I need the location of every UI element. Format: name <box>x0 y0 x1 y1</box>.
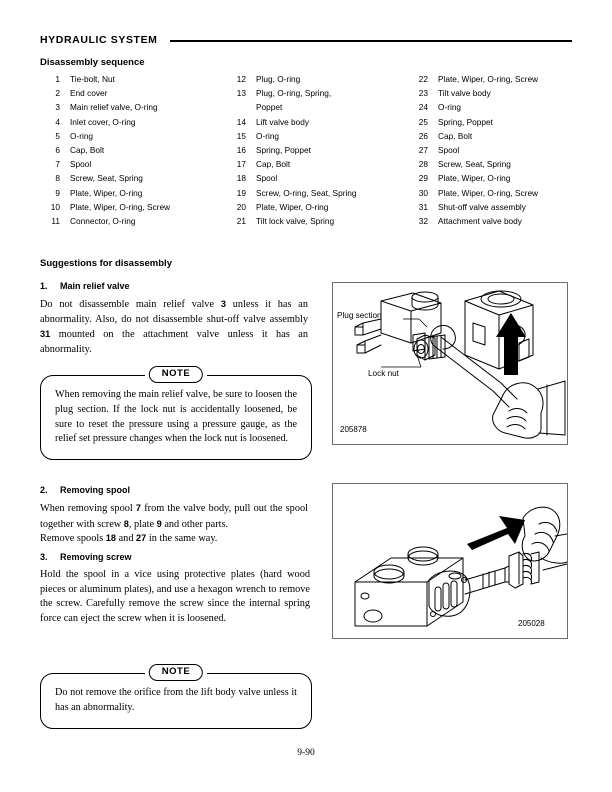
note-box-1 <box>40 366 312 460</box>
part-label-line2: Poppet <box>256 102 283 113</box>
note-body <box>40 673 312 729</box>
part-reference: 7 <box>135 503 142 513</box>
list-item <box>40 143 226 157</box>
part-number: 29 <box>418 173 428 184</box>
part-label: Spool <box>256 173 278 184</box>
part-label: Plate, Wiper, O-ring <box>256 201 329 212</box>
note-text: When removing the main relief valve, be sure to loosen the plug section. If the lock nut is accidentally loosened, be sure to reset the pressure using a pressure gauge, as the relief set pressure changes when the lock nut is loosened. <box>55 389 297 445</box>
suggestions-for-disassembly-heading: Suggestions for disassembly <box>40 258 172 269</box>
part-number: 14 <box>236 116 246 127</box>
part-number: 31 <box>418 201 428 212</box>
part-label: Spool <box>438 145 460 156</box>
parts-column-3 <box>408 72 572 228</box>
list-item <box>408 157 572 171</box>
list-item <box>408 214 572 228</box>
par-text: and other parts. <box>161 518 229 530</box>
part-number: 12 <box>236 74 246 84</box>
spool-removal-drawing <box>333 484 567 638</box>
part-number: 17 <box>236 159 246 170</box>
part-label: Plate, Wiper, O-ring, Screw <box>438 187 539 198</box>
part-number: 21 <box>236 216 246 227</box>
part-number: 27 <box>418 145 428 156</box>
disassembly-sequence-heading: Disassembly sequence <box>40 57 145 68</box>
part-number: 20 <box>236 201 246 212</box>
paragraph-main-relief-valve <box>40 297 308 357</box>
list-item <box>226 86 408 114</box>
part-number: 8 <box>55 173 60 184</box>
page-header <box>40 34 572 46</box>
part-label: Plate, Wiper, O-ring, Screw <box>70 201 171 212</box>
subsection-3-removing-screw <box>40 552 132 562</box>
part-reference: 9 <box>156 518 162 529</box>
part-label <box>246 86 331 114</box>
part-label: O-ring <box>256 130 280 141</box>
part-label: Cap, Bolt <box>256 159 291 170</box>
part-number: 2 <box>55 88 60 99</box>
subsection-1-main-relief-valve <box>40 281 130 291</box>
part-label: Spool <box>70 159 92 170</box>
callout-leader-lines <box>381 319 427 367</box>
paragraph-removing-spool <box>40 501 308 532</box>
part-number: 16 <box>236 145 246 156</box>
list-item <box>40 115 226 129</box>
part-reference: 3 <box>220 299 226 309</box>
paragraph-removing-screw: Hold the spool in a vice using protective plates (hard wood pieces or aluminum plates), and use a hexagon wrench to remove the screw. Carefully remove the screw since the internal spring force can eject the screw when it is loosened. <box>40 569 310 624</box>
list-item <box>408 186 572 200</box>
subsection-title: Main relief valve <box>60 281 130 291</box>
part-label: Plug, O-ring <box>256 74 301 84</box>
list-item <box>226 129 408 143</box>
list-item <box>408 129 572 143</box>
part-number: 1 <box>55 74 60 84</box>
list-item <box>40 129 226 143</box>
part-number: 18 <box>236 173 246 184</box>
list-item <box>226 171 408 185</box>
part-number: 28 <box>418 159 428 170</box>
part-reference: 27 <box>136 533 147 543</box>
direction-arrow-icon <box>496 313 526 375</box>
part-label: Attachment valve body <box>438 216 522 227</box>
par-text: , plate <box>128 518 157 530</box>
part-number: 4 <box>55 116 60 127</box>
part-number: 26 <box>418 130 428 141</box>
par-text: unless it has an abnormality. Also, do not disassemble shut-off valve assembly <box>40 299 308 325</box>
note-text: Do not remove the orifice from the lift body valve unless it has an abnormality. <box>55 687 297 713</box>
list-item <box>226 143 408 157</box>
part-label: Main relief valve, O-ring <box>70 102 158 113</box>
part-label: Inlet cover, O-ring <box>70 116 136 127</box>
valve-wrench-drawing <box>333 283 567 444</box>
part-number: 11 <box>51 216 60 227</box>
part-label: Screw, Seat, Spring <box>438 159 511 170</box>
list-item <box>226 214 408 228</box>
list-item <box>40 86 226 100</box>
part-label: Tilt lock valve, Spring <box>256 216 335 227</box>
illustration-removing-screw <box>332 483 568 639</box>
note-badge: NOTE <box>149 664 203 681</box>
note-badge: NOTE <box>149 366 203 383</box>
part-label: Plate, Wiper, O-ring <box>70 187 143 198</box>
subsection-number: 1. <box>40 281 48 291</box>
par-text: Do not disassemble main relief valve <box>40 299 221 310</box>
paragraph-remove-spools <box>40 531 308 547</box>
list-item <box>226 157 408 171</box>
note-box-2 <box>40 664 312 729</box>
list-item <box>40 200 226 214</box>
list-item <box>408 143 572 157</box>
list-item <box>408 72 572 86</box>
par-text: from the valve body, pull out the spool together with screw <box>40 503 308 530</box>
list-item <box>408 100 572 114</box>
parts-column-1 <box>40 72 226 228</box>
part-label: Cap, Bolt <box>70 145 105 156</box>
part-label: Connector, O-ring <box>70 216 136 227</box>
part-number: 15 <box>236 130 246 141</box>
part-number: 6 <box>55 145 60 156</box>
illustration-main-relief-valve <box>332 282 568 445</box>
part-number: 10 <box>50 201 60 212</box>
par-text: in the same way. <box>146 533 218 544</box>
callout-label-lock-nut: Lock nut <box>368 369 399 378</box>
part-label: Screw, Seat, Spring <box>70 173 143 184</box>
part-label: O-ring <box>438 102 462 113</box>
parts-list <box>40 72 572 228</box>
par-text: When removing spool <box>40 503 136 514</box>
part-reference: 8 <box>123 518 129 529</box>
figure-id-205878: 205878 <box>340 425 367 434</box>
part-label-line1: Plug, O-ring, Spring, <box>256 88 332 99</box>
part-label: Lift valve body <box>256 116 310 127</box>
subsection-number: 3. <box>40 552 48 562</box>
part-label: Tie-bolt, Nut <box>70 74 115 84</box>
part-number: 25 <box>418 116 428 127</box>
part-label: Spring, Poppet <box>256 145 311 156</box>
part-number: 13 <box>236 88 246 99</box>
list-item <box>408 86 572 100</box>
part-number: 32 <box>418 216 428 227</box>
part-label: End cover <box>70 88 108 99</box>
list-item <box>40 72 226 86</box>
list-item <box>408 200 572 214</box>
list-item <box>408 115 572 129</box>
part-label: Cap, Bolt <box>438 130 473 141</box>
part-number: 22 <box>418 74 428 84</box>
figure-id-205028: 205028 <box>518 619 545 628</box>
part-reference: 18 <box>105 533 117 543</box>
list-item <box>226 200 408 214</box>
part-label: Plate, Wiper, O-ring, Screw <box>438 74 539 84</box>
list-item <box>40 100 226 114</box>
callout-label-plug-section: Plug section <box>337 311 382 320</box>
list-item <box>226 72 408 86</box>
part-label: Screw, O-ring, Seat, Spring <box>256 187 357 198</box>
part-label: Plate, Wiper, O-ring <box>438 173 511 184</box>
part-label: O-ring <box>70 130 94 141</box>
list-item <box>40 171 226 185</box>
part-label: Shut-off valve assembly <box>438 201 526 212</box>
list-item <box>226 115 408 129</box>
direction-arrow-icon <box>467 516 525 550</box>
list-item <box>408 171 572 185</box>
part-number: 30 <box>418 187 428 198</box>
parts-column-2 <box>226 72 408 228</box>
list-item <box>40 186 226 200</box>
part-number: 7 <box>55 159 60 170</box>
subsection-title: Removing screw <box>60 552 132 562</box>
list-item <box>40 157 226 171</box>
subsection-2-removing-spool <box>40 485 130 495</box>
par-text: Remove spools <box>40 533 106 544</box>
subsection-title: Removing spool <box>60 485 131 495</box>
list-item <box>40 214 226 228</box>
part-number: 24 <box>418 102 428 113</box>
header-rule <box>170 40 572 42</box>
par-text: and <box>116 533 137 544</box>
part-number: 5 <box>55 130 60 141</box>
par-text: mounted on the attachment valve unless it has an abnormality. <box>40 329 308 355</box>
part-number: 3 <box>55 102 60 113</box>
page-number: 9-90 <box>297 748 315 758</box>
part-label: Spring, Poppet <box>438 116 493 127</box>
part-number: 23 <box>418 88 428 99</box>
part-number: 9 <box>55 187 60 198</box>
part-number: 19 <box>236 187 246 198</box>
part-label: Tilt valve body <box>438 88 491 99</box>
note-body <box>40 375 312 460</box>
list-item <box>226 186 408 200</box>
subsection-number: 2. <box>40 485 48 495</box>
header-title: HYDRAULIC SYSTEM <box>40 34 158 46</box>
part-reference: 31 <box>40 329 51 340</box>
